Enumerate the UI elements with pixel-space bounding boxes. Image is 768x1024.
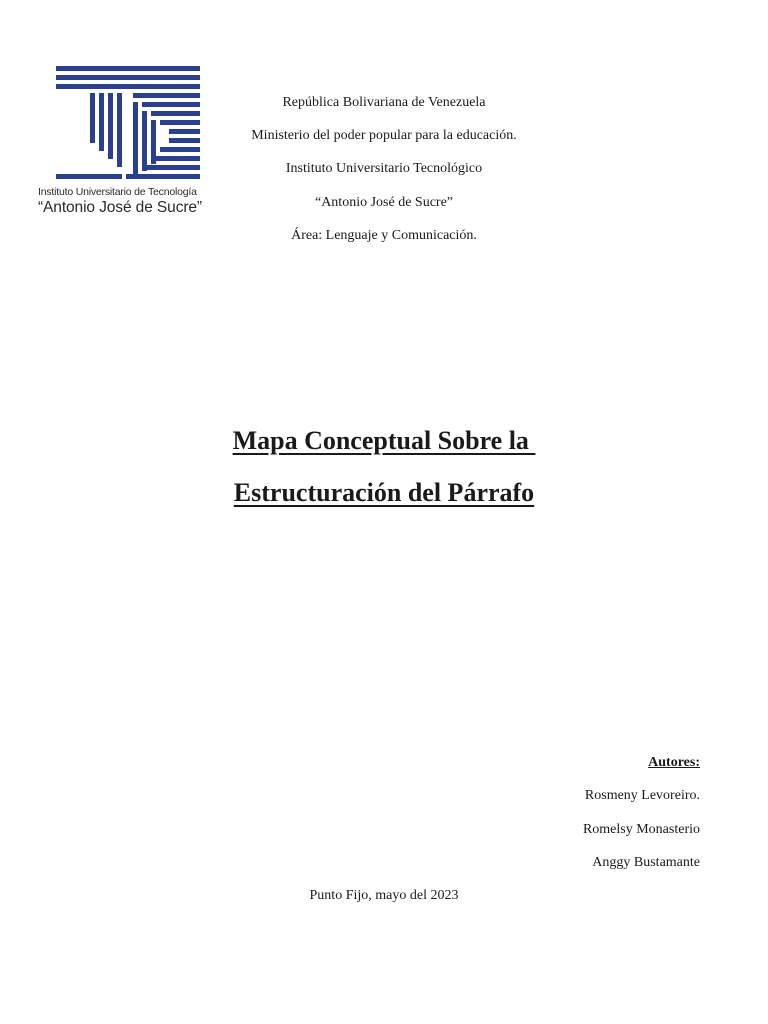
header-area: Área: Lenguaje y Comunicación. xyxy=(291,228,477,243)
author-name: Anggy Bustamante xyxy=(592,855,700,870)
author-name: Romelsy Monasterio xyxy=(582,822,700,837)
header-ministry: Ministerio del poder popular para la educación. xyxy=(251,128,517,143)
header-institute-name: “Antonio José de Sucre” xyxy=(314,195,454,210)
author-name: Rosmeny Levoreiro. xyxy=(584,788,700,803)
place-date: Punto Fijo, mayo del 2023 xyxy=(309,888,459,903)
logo-caption-line1: Instituto Universitario de Tecnología xyxy=(38,186,197,198)
document-title-line2: Estructuración del Párrafo xyxy=(233,478,535,507)
document-title-line1: Mapa Conceptual Sobre la xyxy=(232,426,536,455)
header-institute: Instituto Universitario Tecnológico xyxy=(285,161,483,176)
logo-caption-line2: “Antonio José de Sucre” xyxy=(38,199,202,216)
authors-label: Autores: xyxy=(648,755,700,770)
header-country: República Bolivariana de Venezuela xyxy=(282,95,486,110)
